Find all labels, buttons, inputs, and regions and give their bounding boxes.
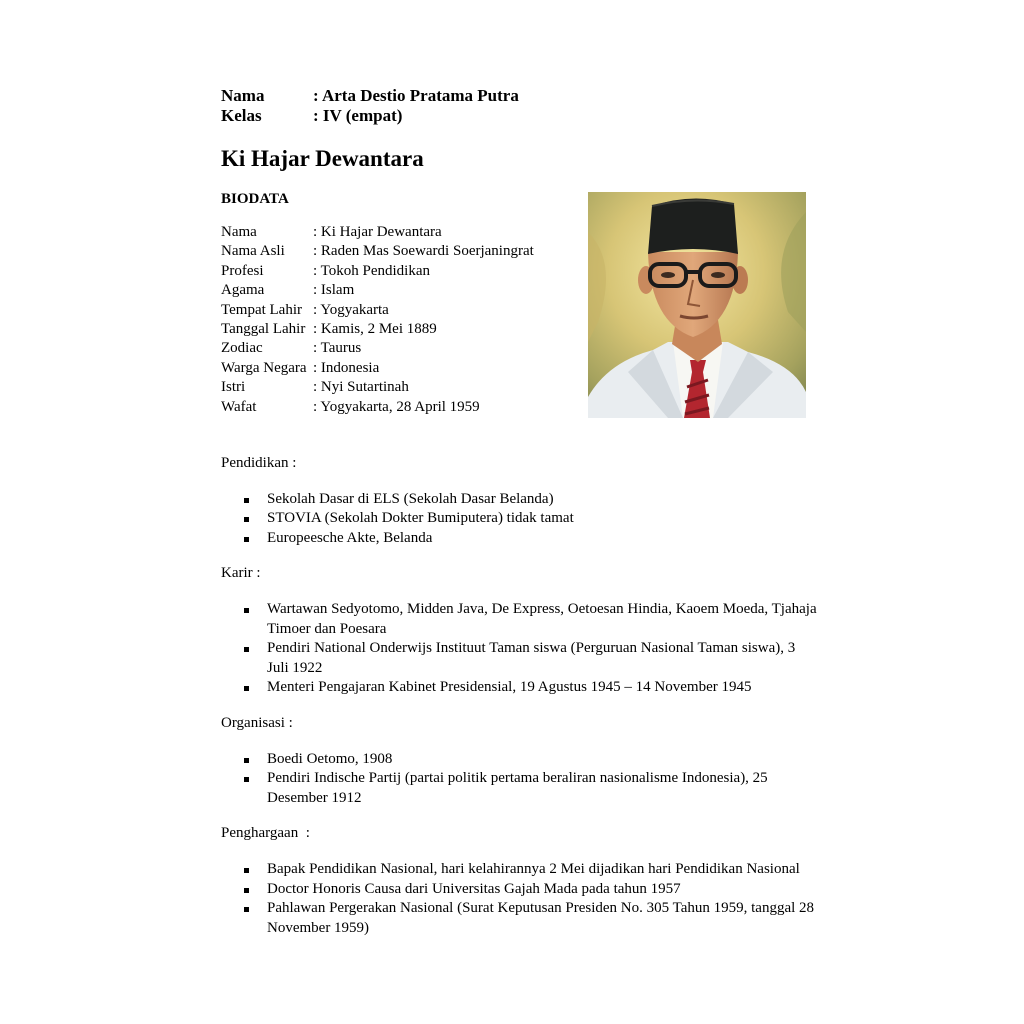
- section-organisasi: [221, 714, 821, 808]
- list-item-text: Sekolah Dasar di ELS (Sekolah Dasar Belanda): [267, 490, 554, 507]
- square-bullet-icon: [244, 647, 249, 652]
- biodata-heading: BIODATA: [221, 191, 289, 207]
- biodata-label: Istri: [221, 379, 246, 396]
- list-item-text: STOVIA (Sekolah Dokter Bumiputera) tidak tamat: [267, 510, 574, 527]
- list-item: [221, 880, 819, 900]
- bullet-list: [221, 860, 821, 938]
- square-bullet-icon: [244, 537, 249, 542]
- list-item-text: Bapak Pendidikan Nasional, hari kelahirannya 2 Mei dijadikan hari Pendidikan Nasional: [267, 860, 800, 877]
- student-info: [221, 86, 821, 126]
- list-item: [221, 600, 819, 639]
- portrait-image: [588, 192, 806, 418]
- biodata-label: Nama Asli: [221, 243, 285, 260]
- section-karir: [221, 564, 821, 698]
- student-class-label: Kelas: [221, 106, 262, 125]
- list-item: [221, 769, 819, 808]
- section-title: Organisasi :: [221, 715, 293, 731]
- square-bullet-icon: [244, 868, 249, 873]
- list-item: [221, 490, 819, 510]
- biodata-label: Zodiac: [221, 340, 263, 357]
- biodata-value: : Nyi Sutartinah: [313, 379, 409, 396]
- student-name-label: Nama: [221, 86, 265, 105]
- square-bullet-icon: [244, 608, 249, 613]
- square-bullet-icon: [244, 888, 249, 893]
- list-item: [221, 860, 819, 880]
- square-bullet-icon: [244, 758, 249, 763]
- student-name-value: : Arta Destio Pratama Putra: [313, 86, 519, 105]
- biodata-value: : Indonesia: [313, 359, 380, 376]
- biodata-label: Agama: [221, 282, 265, 299]
- student-name-row: [221, 86, 821, 106]
- list-item-text: Boedi Oetomo, 1908: [267, 750, 393, 767]
- section-title: Karir :: [221, 565, 261, 582]
- student-class-value: : IV (empat): [313, 106, 403, 125]
- list-item-text: Pahlawan Pergerakan Nasional (Surat Keputusan Presiden No. 305 Tahun 1959, tanggal 28 November 1959): [267, 900, 815, 936]
- biodata-value: : Ki Hajar Dewantara: [313, 224, 442, 240]
- bullet-list: [221, 750, 821, 809]
- list-item-text: Doctor Honoris Causa dari Universitas Gajah Mada pada tahun 1957: [267, 880, 681, 897]
- biodata-label: Tempat Lahir: [221, 301, 302, 318]
- biodata-label: Profesi: [221, 262, 264, 279]
- square-bullet-icon: [244, 907, 249, 912]
- square-bullet-icon: [244, 686, 249, 691]
- document-title: Ki Hajar Dewantara: [221, 146, 424, 171]
- biodata-value: : Taurus: [313, 340, 362, 357]
- square-bullet-icon: [244, 777, 249, 782]
- list-item-text: Pendiri Indische Partij (partai politik pertama beraliran nasionalisme Indonesia), 25 Desember 1912: [267, 770, 768, 806]
- list-item-text: Menteri Pengajaran Kabinet Presidensial, 19 Agustus 1945 – 14 November 1945: [267, 679, 752, 696]
- list-item-text: Pendiri National Onderwijs Instituut Taman siswa (Perguruan Nasional Taman siswa), 3 Juli 1922: [267, 640, 796, 676]
- biodata-label: Nama: [221, 224, 257, 240]
- list-item-text: Europeesche Akte, Belanda: [267, 529, 433, 546]
- list-item: [221, 678, 819, 698]
- bullet-list: [221, 490, 821, 549]
- biodata-label: Tanggal Lahir: [221, 321, 306, 338]
- bullet-list: [221, 600, 821, 698]
- section-title: Penghargaan :: [221, 825, 310, 842]
- biodata-value: : Kamis, 2 Mei 1889: [313, 321, 437, 338]
- biodata-value: : Islam: [313, 282, 355, 299]
- list-item: [221, 750, 819, 770]
- list-item: [221, 529, 819, 549]
- square-bullet-icon: [244, 498, 249, 503]
- list-item: [221, 639, 819, 678]
- biodata-value: : Raden Mas Soewardi Soerjaningrat: [313, 243, 534, 260]
- list-item: [221, 899, 819, 938]
- list-item-text: Wartawan Sedyotomo, Midden Java, De Express, Oetoesan Hindia, Kaoem Moeda, Tjahaja Timoer dan Poesara: [267, 601, 817, 637]
- biodata-label: Wafat: [221, 398, 257, 415]
- list-item: [221, 509, 819, 529]
- student-class-row: [221, 106, 821, 126]
- biodata-label: Warga Negara: [221, 359, 307, 376]
- biodata-value: : Yogyakarta: [313, 301, 389, 318]
- biodata-value: : Tokoh Pendidikan: [313, 262, 431, 279]
- biodata-value: : Yogyakarta, 28 April 1959: [313, 398, 480, 415]
- section-title: Pendidikan :: [221, 455, 297, 472]
- square-bullet-icon: [244, 517, 249, 522]
- section-penghargaan: [221, 824, 821, 938]
- section-pendidikan: [221, 454, 821, 548]
